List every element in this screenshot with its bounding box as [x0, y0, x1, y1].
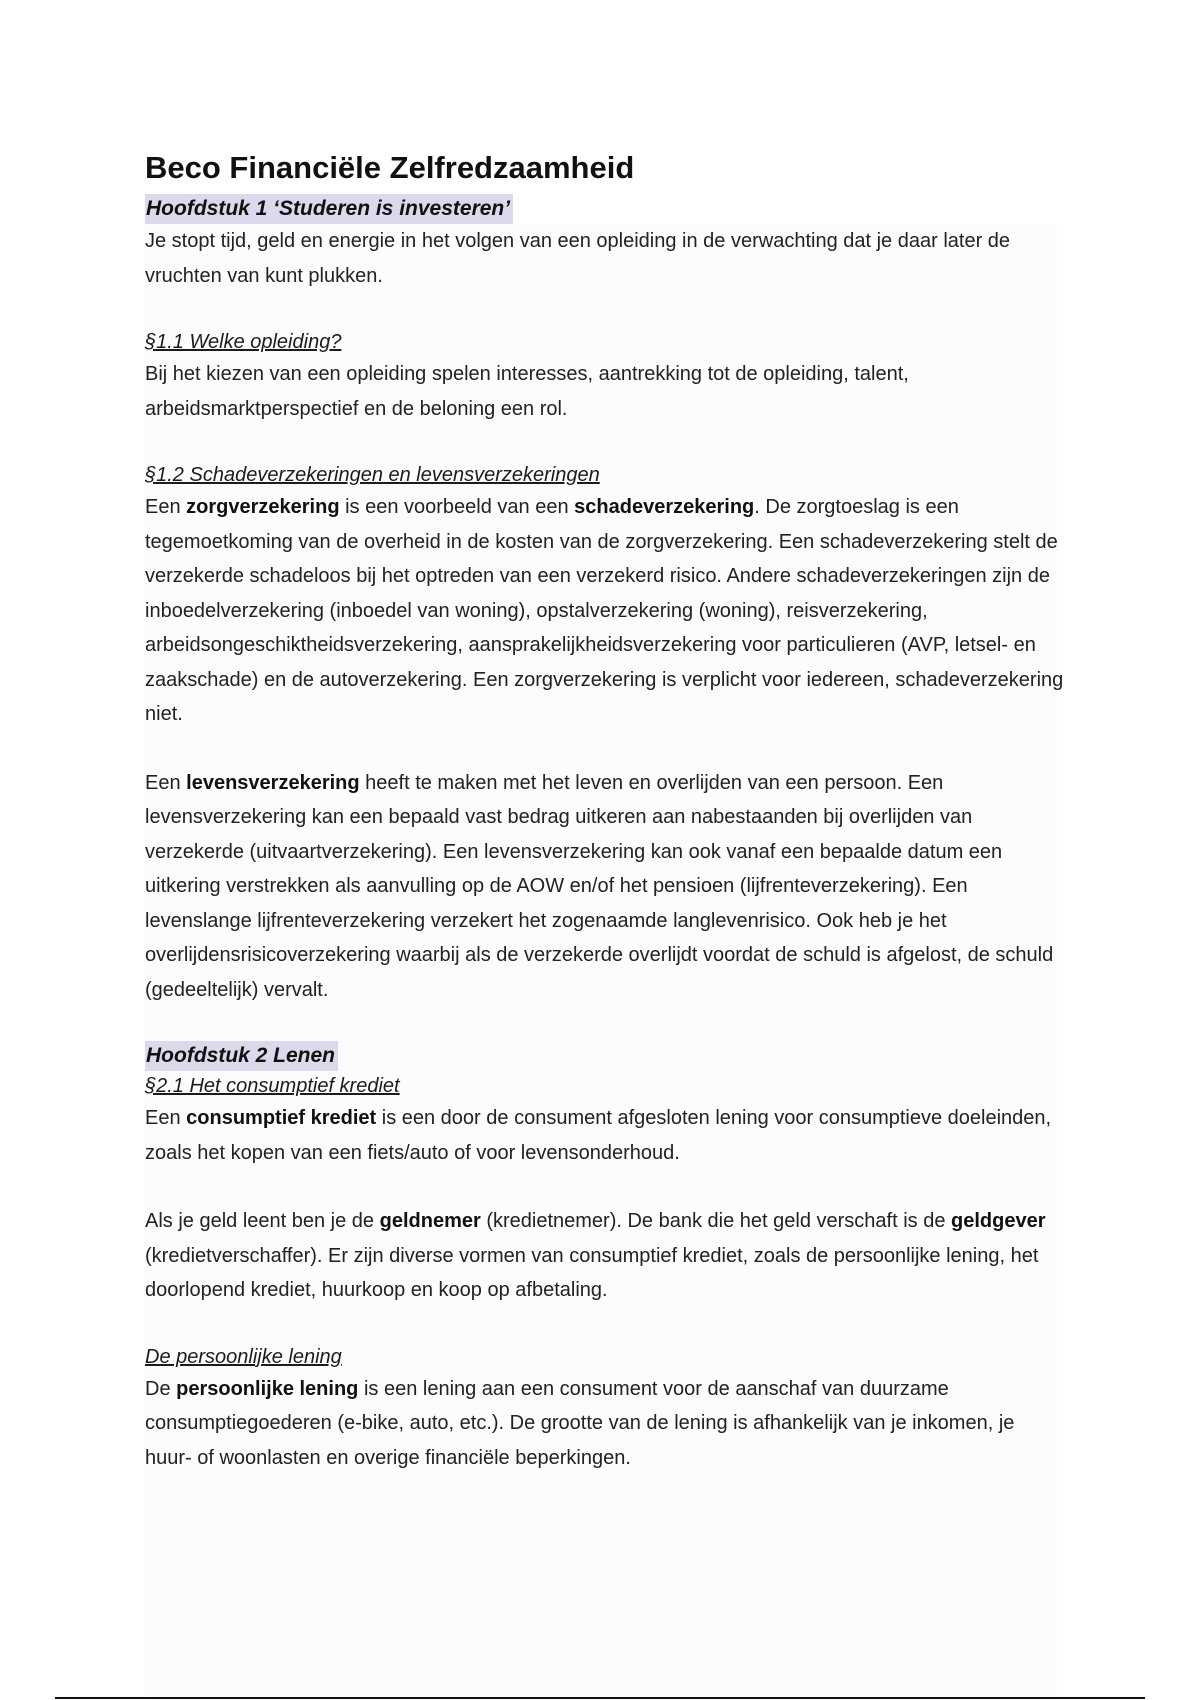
- section-1-1-text: Bij het kiezen van een opleiding spelen interesses, aantrekking tot de opleiding, talent, arbeidsmarktperspectief en de beloning een rol.: [145, 363, 909, 420]
- subsection-persoonlijke-lening-heading: De persoonlijke lening: [145, 1345, 342, 1368]
- subsection-persoonlijke-lening-text: De persoonlijke lening is een lening aan een consument voor de aanschaf van duurzame consumptiegoederen (e-bike, auto, etc.). De grootte van de lening is afhankelijk van je inkomen, je huur- of woonlasten en overige financiële beperkingen.: [145, 1377, 1015, 1469]
- chapter-1-heading: Hoofdstuk 1 ‘Studeren is investeren’: [145, 194, 513, 224]
- chapter-1: [145, 194, 1065, 1007]
- document-title: Beco Financiële Zelfredzaamheid: [145, 150, 635, 185]
- term-zorgverzekering: zorgverzekering: [186, 496, 340, 518]
- term-geldgever: geldgever: [951, 1210, 1046, 1232]
- section-2-1-paragraph-1: Een consumptief krediet is een door de consument afgesloten lening voor consumptieve doeleinden, zoals het kopen van een fiets/auto of voor levensonderhoud.: [145, 1107, 1052, 1164]
- chapter-1-intro: Je stopt tijd, geld en energie in het volgen van een opleiding in de verwachting dat je daar later de vruchten van kunt plukken.: [145, 230, 1011, 287]
- term-consumptief-krediet: consumptief krediet: [186, 1107, 377, 1129]
- term-schadeverzekering: schadeverzekering: [574, 496, 755, 518]
- section-1-1-heading: §1.1 Welke opleiding?: [145, 331, 342, 353]
- term-geldnemer: geldnemer: [379, 1210, 481, 1232]
- section-1-2-heading: §1.2 Schadeverzekeringen en levensverzekeringen: [145, 464, 600, 486]
- section-2-1-paragraph-2: Als je geld leent ben je de geldnemer (kredietnemer). De bank die het geld verschaft is de geldgever (kredietverschaffer). Er zijn diverse vormen van consumptief krediet, zoals de persoonlijke lening, het doorlopend krediet, huurkoop en koop op afbetaling.: [145, 1210, 1046, 1301]
- footer-divider: [55, 1697, 1145, 1699]
- chapter-2: [145, 1041, 1065, 1475]
- section-2-1-heading: §2.1 Het consumptief krediet: [145, 1075, 400, 1097]
- chapter-2-heading: Hoofdstuk 2 Lenen: [145, 1041, 338, 1071]
- document-body: [145, 148, 1065, 1475]
- section-1-2-paragraph-1: Een zorgverzekering is een voorbeeld van een schadeverzekering. De zorgtoeslag is een tegemoetkoming van de overheid in de kosten van de zorgverzekering. Een schadeverzekering stelt de verzekerde schadeloos bij het optreden van een verzekerd risico. Andere schadeverzekeringen zijn de inboedelverzekering (inboedel van woning), opstalverzekering (woning), reisverzekering, arbeidsongeschiktheidsverzekering, aansprakelijkheidsverzekering voor particulieren (AVP, letsel- en zaakschade) en de autoverzekering. Een zorgverzekering is verplicht voor iedereen, schadeverzekering niet.: [145, 496, 1064, 725]
- term-persoonlijke-lening: persoonlijke lening: [176, 1377, 359, 1400]
- term-levensverzekering: levensverzekering: [186, 771, 360, 794]
- section-1-2-paragraph-2: Een levensverzekering heeft te maken met het leven en overlijden van een persoon. Een levensverzekering kan een bepaald vast bedrag uitkeren aan nabestaanden bij overlijden van verzekerde (uitvaartverzekering). Een levensverzekering kan ook vanaf een bepaalde datum een uitkering verstrekken als aanvulling op de AOW en/of het pensioen (lijfrenteverzekering). Een levenslange lijfrenteverzekering verzekert het zogenaamde langlevenrisico. Ook heb je het overlijdensrisicoverzekering waarbij als de verzekerde overlijdt voordat de schuld is afgelost, de schuld (gedeeltelijk) vervalt.: [145, 771, 1054, 1001]
